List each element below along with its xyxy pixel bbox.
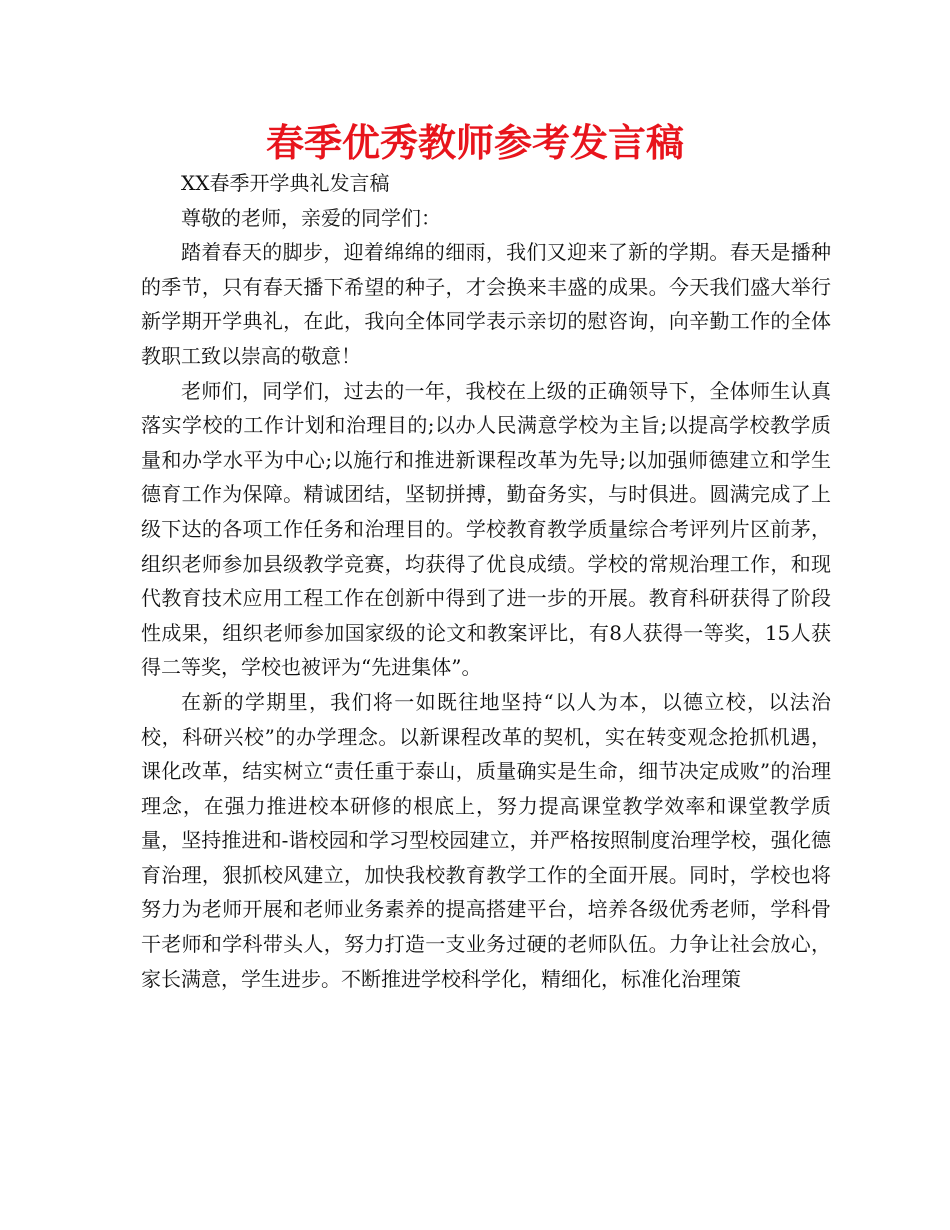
- document-title: 春季优秀教师参考发言稿: [265, 121, 684, 165]
- paragraph-review: 老师们，同学们，过去的一年，我校在上级的正确领导下，全体师生认真落实学校的工作计划和治理目的;以办人民满意学校为主旨;以提高学校教学质量和办学水平为中心;以施行和推进新课程改革为先导;以加强师德建立和学生德育工作为保障。精诚团结，坚韧拼搏，勤奋务实，与时俱进。圆满完成了上级下达的各项工作任务和治理目的。学校教育教学质量综合考评列片区前茅，组织老师参加县级教学竞赛，均获得了优良成绩。学校的常规治理工作，和现代教育技术应用工程工作在创新中得到了进一步的开展。教育科研获得了阶段性成果，组织老师参加国家级的论文和教案评比，有8人获得一等奖，15人获得二等奖，学校也被评为“先进集体”。: [141, 378, 831, 680]
- document-body: [141, 166, 831, 996]
- speech-subtitle: XX春季开学典礼发言稿: [181, 171, 390, 195]
- salutation: 尊敬的老师，亲爱的同学们：: [181, 205, 441, 230]
- paragraph-opening: 踏着春天的脚步，迎着绵绵的细雨，我们又迎来了新的学期。春天是播种的季节，只有春天播下希望的种子，才会换来丰盛的成果。今天我们盛大举行新学期开学典礼，在此，我向全体同学表示亲切的慰咨询，向辛勤工作的全体教职工致以崇高的敬意！: [141, 240, 831, 368]
- paragraph-outlook: 在新的学期里，我们将一如既往地坚持“以人为本，以德立校，以法治校，科研兴校”的办学理念。以新课程改革的契机，实在转变观念抢抓机遇，课化改革，结实树立“责任重于泰山，质量确实是生命，细节决定成败”的治理理念，在强力推进校本研修的根底上，努力提高课堂教学效率和课堂教学质量，坚持推进和-谐校园和学习型校园建立，并严格按照制度治理学校，强化德育治理，狠抓校风建立，加快我校教育教学工作的全面开展。同时，学校也将努力为老师开展和老师业务素养的提高搭建平台，培养各级优秀老师，学科骨干老师和学科带头人，努力打造一支业务过硬的老师队伍。力争让社会放心，家长满意，学生进步。不断推进学校科学化，精细化，标准化治理策: [141, 689, 831, 991]
